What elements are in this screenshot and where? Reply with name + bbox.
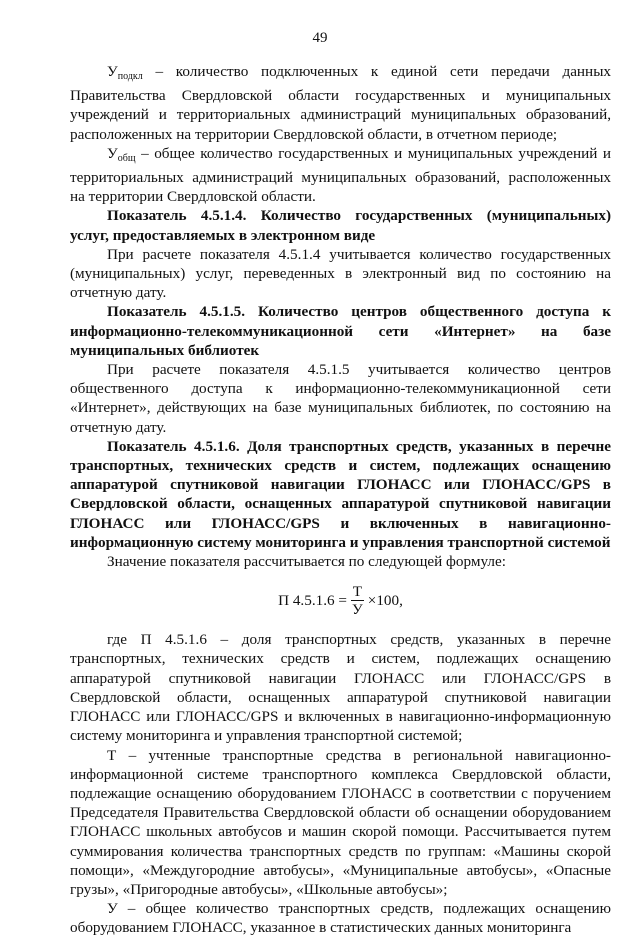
symbol-u: У — [107, 144, 118, 162]
paragraph-4515: При расчете показателя 4.5.1.5 учитывается количество центров общественного доступа к информационно-телекоммуникационной сети «Интернет», действующих на базе муниципальных библиотек, по состоянию на отчетную дату. — [70, 361, 611, 436]
formula — [70, 580, 611, 620]
heading-indicator-4516: Показатель 4.5.1.6. Доля транспортных средств, указанных в перечне транспортных, технических средств и систем, подлежащих оснащению аппаратурой спутниковой навигации ГЛОНАСС или ГЛОНАСС/GPS в Свердловской области, оснащенных аппаратурой спутниковой навигации ГЛОНАСС или ГЛОНАСС/GPS и включенных в навигационно-информационную систему мониторинга и управления транспортной системой — [70, 437, 611, 551]
formula-intro: Значение показателя рассчитывается по следующей формуле: — [107, 553, 506, 571]
formula-denominator: У — [351, 600, 363, 618]
definition-text: – количество подключенных к единой сети передачи данных Правительства Свердловской области государственных и муниципальных учреждений и территориальных администраций муниципальных образований, расположенных на территории Свердловской области, в отчетном периоде; — [70, 63, 611, 143]
symbol-u: У — [107, 63, 118, 80]
symbol-subscript: подкл — [117, 71, 143, 82]
formula-numerator: Т — [352, 582, 362, 600]
formula-lhs: П 4.5.1.6 = — [278, 591, 347, 609]
definition-u-podkl — [70, 62, 611, 144]
definition-u-obsh — [70, 144, 611, 207]
heading-indicator-4514: Показатель 4.5.1.4. Количество государственных (муниципальных) услуг, предоставляемых в электронном виде — [70, 207, 611, 244]
formula-rhs: ×100, — [367, 591, 403, 609]
paragraph-u-definition: У – общее количество транспортных средств, подлежащих оснащению оборудованием ГЛОНАСС, указанное в статистических данных мониторинга — [70, 900, 611, 937]
page-number: 49 — [312, 30, 328, 46]
formula-fraction — [350, 583, 365, 618]
paragraph-where: где П 4.5.1.6 – доля транспортных средств, указанных в перечне транспортных, технических средств и систем, подлежащих оснащению аппаратурой спутниковой навигации ГЛОНАСС или ГЛОНАСС/GPS в Свердловской области, оснащенных аппаратурой спутниковой навигации ГЛОНАСС или ГЛОНАСС/GPS и включенных в навигационно-информационную систему мониторинга и управления транспортной системой; — [70, 631, 611, 745]
symbol-subscript: общ — [117, 152, 136, 164]
paragraph-t-definition: Т – учтенные транспортные средства в региональной навигационно-информационной системе транспортного комплекса Свердловской области, подлежащие оснащению оборудованием ГЛОНАСС в соответствии с поручением Председателя Правительства Свердловской области об оснащении оборудованием ГЛОНАСС школьных автобусов и машин скорой помощи. Рассчитывается путем суммирования количества транспортных средств по группам: «Машины скорой помощи», «Междугородние автобусы», «Муниципальные автобусы», «Опасные грузы», «Пригородные автобусы», «Школьные автобусы»; — [70, 746, 611, 898]
definition-text: – общее количество государственных и муниципальных учреждений и территориальных администраций муниципальных образований, расположенных на территории Свердловской области. — [70, 144, 611, 206]
paragraph-4514: При расчете показателя 4.5.1.4 учитывается количество государственных (муниципальных) услуг, переведенных в электронный вид по состоянию на отчетную дату. — [70, 245, 611, 302]
heading-indicator-4515: Показатель 4.5.1.5. Количество центров общественного доступа к информационно-телекоммуникационной сети «Интернет» на базе муниципальных библиотек — [70, 303, 611, 359]
page-body — [70, 62, 611, 938]
